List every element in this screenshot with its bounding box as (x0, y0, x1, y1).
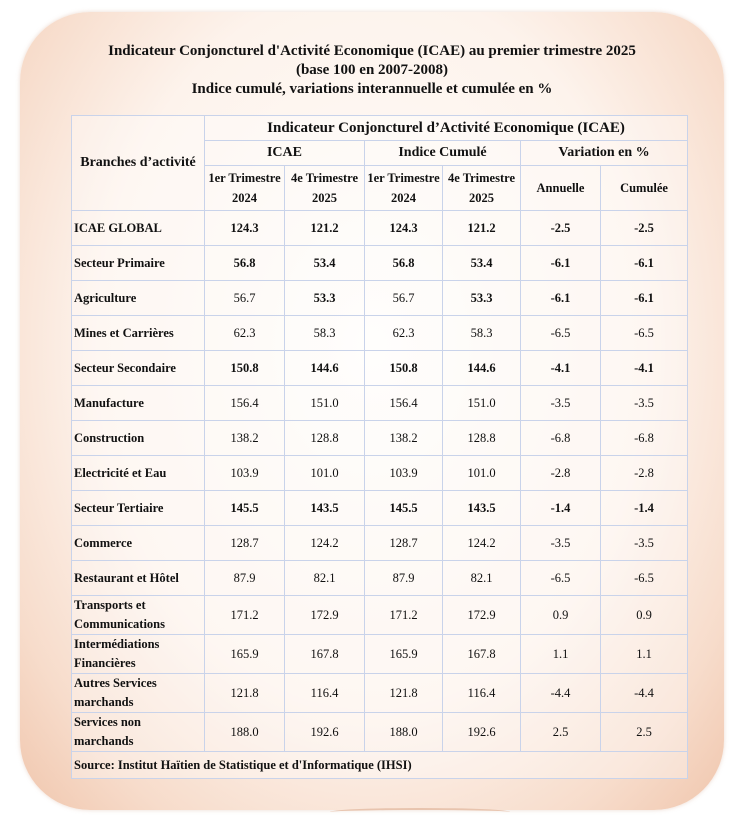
table-row (72, 246, 688, 281)
table-row (72, 316, 688, 351)
table-cell: 128.8 (285, 421, 365, 456)
table-cell: 144.6 (443, 351, 521, 386)
table-cell: -2.5 (521, 211, 601, 246)
table-row (72, 713, 688, 752)
table-row (72, 421, 688, 456)
table-cell: 128.8 (443, 421, 521, 456)
main-header: Indicateur Conjoncturel d’Activité Economique (ICAE) (205, 116, 688, 141)
table-cell: 124.2 (285, 526, 365, 561)
variation-header-cumulee: Cumulée (601, 166, 688, 211)
table-cell: 192.6 (285, 713, 365, 752)
table-cell: -6.1 (521, 281, 601, 316)
source-note: Source: Institut Haïtien de Statistique et d'Informatique (IHSI) (72, 752, 688, 779)
row-label: Intermédiations Financières (72, 635, 205, 674)
table-cell: 128.7 (205, 526, 285, 561)
table-row (72, 211, 688, 246)
table-cell: -6.5 (601, 316, 688, 351)
row-label: Agriculture (72, 281, 205, 316)
table-cell: 150.8 (205, 351, 285, 386)
table-cell: -3.5 (521, 386, 601, 421)
table-cell: 188.0 (205, 713, 285, 752)
table-cell: 2.5 (521, 713, 601, 752)
table-cell: 167.8 (285, 635, 365, 674)
icae-table (71, 115, 688, 779)
group-header-variation: Variation en % (521, 141, 688, 166)
row-label: Commerce (72, 526, 205, 561)
table-cell: 156.4 (205, 386, 285, 421)
table-cell: 62.3 (365, 316, 443, 351)
table-row (72, 674, 688, 713)
table-cell: 53.4 (443, 246, 521, 281)
table-cell: 1.1 (521, 635, 601, 674)
table-cell: 121.8 (205, 674, 285, 713)
row-label: Secteur Tertiaire (72, 491, 205, 526)
table-row (72, 635, 688, 674)
table-cell: -3.5 (521, 526, 601, 561)
table-cell: 150.8 (365, 351, 443, 386)
row-label: ICAE GLOBAL (72, 211, 205, 246)
table-cell: 62.3 (205, 316, 285, 351)
table-cell: 116.4 (285, 674, 365, 713)
table-cell: 124.3 (365, 211, 443, 246)
table-cell: 172.9 (443, 596, 521, 635)
table-cell: 165.9 (365, 635, 443, 674)
table-cell: -2.8 (521, 456, 601, 491)
row-label: Electricité et Eau (72, 456, 205, 491)
table-cell: 103.9 (205, 456, 285, 491)
table-row (72, 456, 688, 491)
table-cell: -2.5 (601, 211, 688, 246)
table-cell: 56.8 (365, 246, 443, 281)
table-cell: 87.9 (205, 561, 285, 596)
table-cell: 167.8 (443, 635, 521, 674)
table-cell: 172.9 (285, 596, 365, 635)
table-row (72, 281, 688, 316)
group-header-icae: ICAE (205, 141, 365, 166)
period-header: 1er Trimestre 2024 (365, 166, 443, 211)
table-cell: 1.1 (601, 635, 688, 674)
table-cell: 188.0 (365, 713, 443, 752)
row-label: Services non marchands (72, 713, 205, 752)
table-cell: -1.4 (601, 491, 688, 526)
table-cell: -6.1 (601, 246, 688, 281)
table-cell: 121.2 (443, 211, 521, 246)
variation-header-annuelle: Annuelle (521, 166, 601, 211)
branch-header: Branches d’activité (72, 116, 205, 211)
table-cell: 82.1 (443, 561, 521, 596)
period-header: 4e Trimestre 2025 (443, 166, 521, 211)
table-cell: 2.5 (601, 713, 688, 752)
row-label: Secteur Primaire (72, 246, 205, 281)
table-row (72, 351, 688, 386)
table-cell: 53.3 (443, 281, 521, 316)
table-cell: -6.8 (601, 421, 688, 456)
table-cell: -3.5 (601, 386, 688, 421)
table-cell: 87.9 (365, 561, 443, 596)
table-cell: 156.4 (365, 386, 443, 421)
table-cell: 103.9 (365, 456, 443, 491)
table-cell: 165.9 (205, 635, 285, 674)
table-cell: 53.3 (285, 281, 365, 316)
table-cell: 144.6 (285, 351, 365, 386)
row-label: Transports et Communications (72, 596, 205, 635)
table-cell: 101.0 (443, 456, 521, 491)
row-label: Autres Services marchands (72, 674, 205, 713)
period-header: 1er Trimestre 2024 (205, 166, 285, 211)
document-title (20, 42, 724, 99)
table-body (72, 211, 688, 752)
table-cell: -2.8 (601, 456, 688, 491)
table-cell: 145.5 (205, 491, 285, 526)
table-cell: 143.5 (443, 491, 521, 526)
table-cell: -6.5 (521, 561, 601, 596)
table-cell: 138.2 (365, 421, 443, 456)
decorative-wave (330, 808, 510, 816)
table-cell: 171.2 (205, 596, 285, 635)
title-line-1: Indicateur Conjoncturel d'Activité Economique (ICAE) au premier trimestre 2025 (108, 43, 636, 59)
row-label: Mines et Carrières (72, 316, 205, 351)
table-cell: -6.5 (521, 316, 601, 351)
table-cell: 151.0 (285, 386, 365, 421)
table-cell: -6.1 (521, 246, 601, 281)
table-cell: -6.5 (601, 561, 688, 596)
table-cell: -1.4 (521, 491, 601, 526)
table-cell: 121.8 (365, 674, 443, 713)
title-line-3: Indice cumulé, variations interannuelle et cumulée en % (191, 81, 553, 97)
table-cell: -4.4 (521, 674, 601, 713)
table-cell: 151.0 (443, 386, 521, 421)
table-cell: 124.3 (205, 211, 285, 246)
table-cell: 53.4 (285, 246, 365, 281)
table-cell: 58.3 (285, 316, 365, 351)
table-cell: 56.7 (205, 281, 285, 316)
table-cell: 145.5 (365, 491, 443, 526)
row-label: Manufacture (72, 386, 205, 421)
table-cell: 0.9 (601, 596, 688, 635)
table-row (72, 596, 688, 635)
table-row (72, 386, 688, 421)
table-cell: -6.1 (601, 281, 688, 316)
table-row (72, 561, 688, 596)
table-cell: 116.4 (443, 674, 521, 713)
table-cell: -4.1 (601, 351, 688, 386)
group-header-indice-cumule: Indice Cumulé (365, 141, 521, 166)
table-cell: 192.6 (443, 713, 521, 752)
table-cell: 143.5 (285, 491, 365, 526)
table-cell: -4.1 (521, 351, 601, 386)
table-row (72, 526, 688, 561)
table-cell: 56.7 (365, 281, 443, 316)
table-cell: 128.7 (365, 526, 443, 561)
table-cell: 171.2 (365, 596, 443, 635)
table-row (72, 491, 688, 526)
table-cell: -6.8 (521, 421, 601, 456)
table-cell: 0.9 (521, 596, 601, 635)
table-cell: 121.2 (285, 211, 365, 246)
table-cell: 82.1 (285, 561, 365, 596)
title-line-2: (base 100 en 2007-2008) (295, 62, 449, 78)
table-cell: 56.8 (205, 246, 285, 281)
period-header: 4e Trimestre 2025 (285, 166, 365, 211)
table-cell: 124.2 (443, 526, 521, 561)
table-cell: 58.3 (443, 316, 521, 351)
row-label: Secteur Secondaire (72, 351, 205, 386)
row-label: Restaurant et Hôtel (72, 561, 205, 596)
table-cell: 138.2 (205, 421, 285, 456)
table-cell: -4.4 (601, 674, 688, 713)
table-cell: 101.0 (285, 456, 365, 491)
row-label: Construction (72, 421, 205, 456)
table-cell: -3.5 (601, 526, 688, 561)
